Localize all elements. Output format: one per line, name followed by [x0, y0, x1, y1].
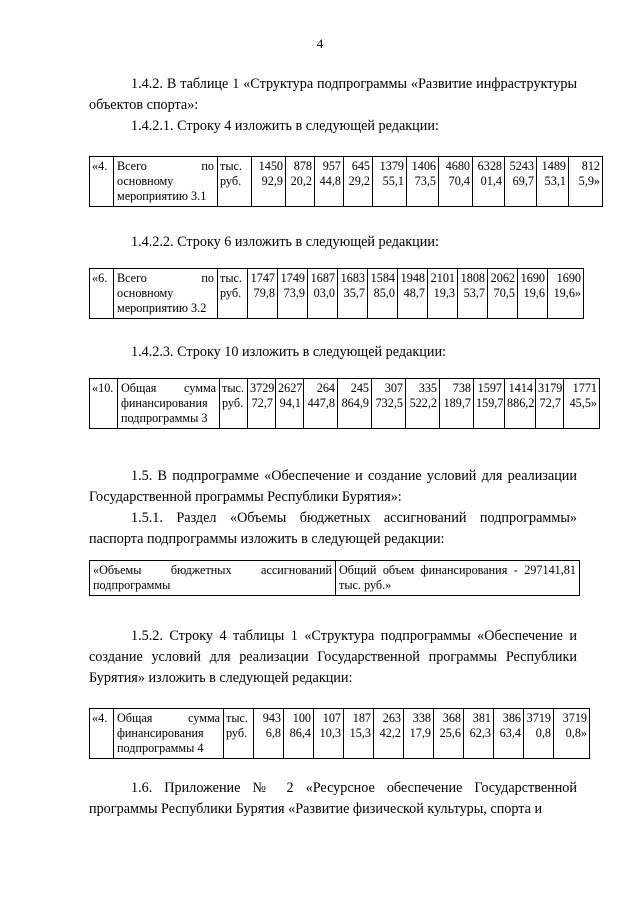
value-int: 738 — [452, 381, 471, 395]
value-frac: 522,2 — [409, 396, 437, 410]
value-frac: 35,7 — [343, 286, 365, 300]
value-int: 2627 — [278, 381, 303, 395]
value-int: 368 — [442, 711, 461, 725]
row-label: Общая сумма финансирования подпрограммы 3 — [118, 379, 220, 429]
value-cell — [315, 157, 344, 207]
value-int: 1450 — [258, 159, 283, 173]
value-frac: 73,9 — [283, 286, 305, 300]
value-frac: 19,6» — [553, 286, 581, 300]
value-cell — [473, 157, 505, 207]
value-int: 1808 — [460, 271, 485, 285]
row-label: Всего по основному мероприятию 3.1 — [114, 157, 218, 207]
budget-value-cell: Общий объем финансирования - 297141,81 тыс. руб.» — [336, 561, 580, 596]
value-cell — [505, 157, 537, 207]
value-int: 381 — [472, 711, 491, 725]
value-cell — [569, 157, 603, 207]
value-int: 386 — [502, 711, 521, 725]
value-cell — [564, 379, 600, 429]
value-cell — [278, 269, 308, 319]
value-frac: 19,6 — [523, 286, 545, 300]
value-cell — [440, 379, 474, 429]
paragraph-1-5: 1.5. В подпрограмме «Обеспечение и создание условий для реализации Государственной программы Республики Бурятия»: — [89, 468, 577, 505]
value-cell — [368, 269, 398, 319]
value-int: 2062 — [490, 271, 515, 285]
unit-line: руб. — [220, 174, 242, 188]
value-cell — [537, 157, 569, 207]
unit-line: тыс. — [222, 381, 244, 395]
table-row-4-subprogram-4 — [89, 708, 590, 759]
row-number: «6. — [90, 269, 114, 319]
value-cell — [308, 269, 338, 319]
value-int: 1683 — [340, 271, 365, 285]
value-int: 245 — [350, 381, 369, 395]
value-int: 645 — [351, 159, 370, 173]
value-frac: 189,7 — [443, 396, 471, 410]
value-cell — [344, 157, 373, 207]
value-int: 2101 — [430, 271, 455, 285]
value-frac: 03,0 — [313, 286, 335, 300]
value-int: 1414 — [508, 381, 533, 395]
value-cell — [374, 709, 404, 759]
value-frac: 17,9 — [409, 726, 431, 740]
value-cell — [276, 379, 304, 429]
unit-cell — [220, 379, 248, 429]
table-row-6 — [89, 268, 584, 319]
value-cell — [314, 709, 344, 759]
value-cell — [524, 709, 554, 759]
value-frac: 73,5 — [414, 174, 436, 188]
value-int: 3719 — [562, 711, 587, 725]
value-int: 263 — [382, 711, 401, 725]
value-int: 4680 — [445, 159, 470, 173]
paragraph-1-5-2: 1.5.2. Строку 4 таблицы 1 «Структура подпрограммы «Обеспечение и создание условий для реализации Государственной программы Республики Бурятия» изложить в следующей редакции: — [89, 628, 577, 686]
value-cell — [439, 157, 473, 207]
row-number: «4. — [90, 157, 114, 207]
value-cell — [554, 709, 590, 759]
value-frac: 79,8 — [253, 286, 275, 300]
value-cell — [548, 269, 584, 319]
value-frac: 69,7 — [512, 174, 534, 188]
value-frac: 20,2 — [290, 174, 312, 188]
value-cell — [488, 269, 518, 319]
value-cell — [248, 269, 278, 319]
value-int: 3719 — [526, 711, 551, 725]
value-int: 943 — [262, 711, 281, 725]
value-int: 3729 — [250, 381, 275, 395]
value-cell — [286, 157, 315, 207]
value-cell — [536, 379, 564, 429]
value-frac: 159,7 — [476, 396, 504, 410]
unit-cell — [218, 269, 248, 319]
value-int: 1379 — [379, 159, 404, 173]
paragraph-1-6: 1.6. Приложение № 2 «Ресурсное обеспечение Государственной программы Республики Бурятия «Развитие физической культуры, спорта и — [89, 780, 577, 817]
value-frac: 94,1 — [279, 396, 301, 410]
value-frac: 25,6 — [439, 726, 461, 740]
value-cell — [398, 269, 428, 319]
unit-line: тыс. — [226, 711, 248, 725]
paragraph-1-4-2-1: 1.4.2.1. Строку 4 изложить в следующей редакции: — [131, 118, 439, 134]
value-cell — [434, 709, 464, 759]
unit-line: руб. — [226, 726, 248, 740]
value-frac: 42,2 — [379, 726, 401, 740]
value-frac: 01,4 — [480, 174, 502, 188]
value-cell — [254, 709, 284, 759]
value-frac: 5,9» — [578, 174, 600, 188]
value-cell — [344, 709, 374, 759]
value-int: 307 — [384, 381, 403, 395]
value-frac: 864,9 — [341, 396, 369, 410]
value-frac: 70,4 — [448, 174, 470, 188]
value-frac: 70,5 — [493, 286, 515, 300]
value-cell — [373, 157, 407, 207]
value-frac: 45,5» — [569, 396, 597, 410]
row-label: Общая сумма финансирования подпрограммы 4 — [114, 709, 224, 759]
value-cell — [428, 269, 458, 319]
value-frac: 29,2 — [348, 174, 370, 188]
value-cell — [464, 709, 494, 759]
value-int: 264 — [316, 381, 335, 395]
unit-line: тыс. — [220, 271, 242, 285]
value-frac: 19,3 — [433, 286, 455, 300]
value-frac: 86,4 — [289, 726, 311, 740]
value-cell — [494, 709, 524, 759]
value-frac: 53,7 — [463, 286, 485, 300]
value-frac: 72,7 — [251, 396, 273, 410]
value-frac: 62,3 — [469, 726, 491, 740]
value-cell — [338, 379, 372, 429]
value-int: 1771 — [572, 381, 597, 395]
value-frac: 0,8» — [565, 726, 587, 740]
value-frac: 447,8 — [307, 396, 335, 410]
value-cell — [284, 709, 314, 759]
value-cell — [372, 379, 406, 429]
row-label: Всего по основному мероприятию 3.2 — [114, 269, 218, 319]
unit-cell — [224, 709, 254, 759]
value-int: 6328 — [477, 159, 502, 173]
value-int: 3179 — [538, 381, 563, 395]
value-frac: 10,3 — [319, 726, 341, 740]
value-frac: 92,9 — [261, 174, 283, 188]
value-frac: 886,2 — [507, 396, 535, 410]
row-number: «10. — [90, 379, 118, 429]
value-cell — [338, 269, 368, 319]
value-int: 812 — [581, 159, 600, 173]
value-int: 1406 — [411, 159, 436, 173]
value-int: 338 — [412, 711, 431, 725]
paragraph-1-5-1: 1.5.1. Раздел «Объемы бюджетных ассигнований подпрограммы» паспорта подпрограммы изложить в следующей редакции: — [89, 510, 577, 547]
table-row-10 — [89, 378, 600, 429]
value-int: 1749 — [280, 271, 305, 285]
paragraph-1-4-2-2: 1.4.2.2. Строку 6 изложить в следующей редакции: — [131, 234, 439, 250]
value-frac: 44,8 — [319, 174, 341, 188]
value-frac: 85,0 — [373, 286, 395, 300]
value-int: 1597 — [477, 381, 502, 395]
unit-line: руб. — [222, 396, 244, 410]
value-int: 187 — [352, 711, 371, 725]
value-int: 107 — [322, 711, 341, 725]
value-int: 1948 — [400, 271, 425, 285]
value-cell — [248, 379, 276, 429]
paragraph-1-4-2: 1.4.2. В таблице 1 «Структура подпрограммы «Развитие инфраструктуры объектов спорта»: — [89, 76, 577, 113]
value-cell — [406, 379, 440, 429]
unit-cell — [218, 157, 252, 207]
paragraph-1-4-2-3: 1.4.2.3. Строку 10 изложить в следующей редакции: — [131, 344, 446, 360]
value-frac: 0,8 — [535, 726, 551, 740]
unit-line: тыс. — [220, 159, 242, 173]
value-frac: 48,7 — [403, 286, 425, 300]
value-cell — [518, 269, 548, 319]
table-row-4 — [89, 156, 603, 207]
value-int: 1747 — [250, 271, 275, 285]
value-int: 5243 — [509, 159, 534, 173]
value-int: 957 — [322, 159, 341, 173]
unit-line: руб. — [220, 286, 242, 300]
value-cell — [304, 379, 338, 429]
row-number: «4. — [90, 709, 114, 759]
value-cell — [252, 157, 286, 207]
value-frac: 732,5 — [375, 396, 403, 410]
value-int: 100 — [292, 711, 311, 725]
value-cell — [474, 379, 505, 429]
value-int: 1584 — [370, 271, 395, 285]
value-frac: 6,8 — [265, 726, 281, 740]
value-cell — [404, 709, 434, 759]
value-int: 1489 — [541, 159, 566, 173]
value-cell — [505, 379, 536, 429]
table-budget-allocations — [89, 560, 580, 596]
value-frac: 72,7 — [539, 396, 561, 410]
value-int: 1690 — [556, 271, 581, 285]
value-int: 878 — [293, 159, 312, 173]
value-int: 1690 — [520, 271, 545, 285]
budget-label-cell: «Объемы бюджетных ассигнований подпрограммы — [90, 561, 336, 596]
page-number: 4 — [316, 36, 324, 51]
value-frac: 53,1 — [544, 174, 566, 188]
value-frac: 55,1 — [382, 174, 404, 188]
value-frac: 15,3 — [349, 726, 371, 740]
value-int: 335 — [418, 381, 437, 395]
value-cell — [407, 157, 439, 207]
value-cell — [458, 269, 488, 319]
value-int: 1687 — [310, 271, 335, 285]
value-frac: 63,4 — [499, 726, 521, 740]
